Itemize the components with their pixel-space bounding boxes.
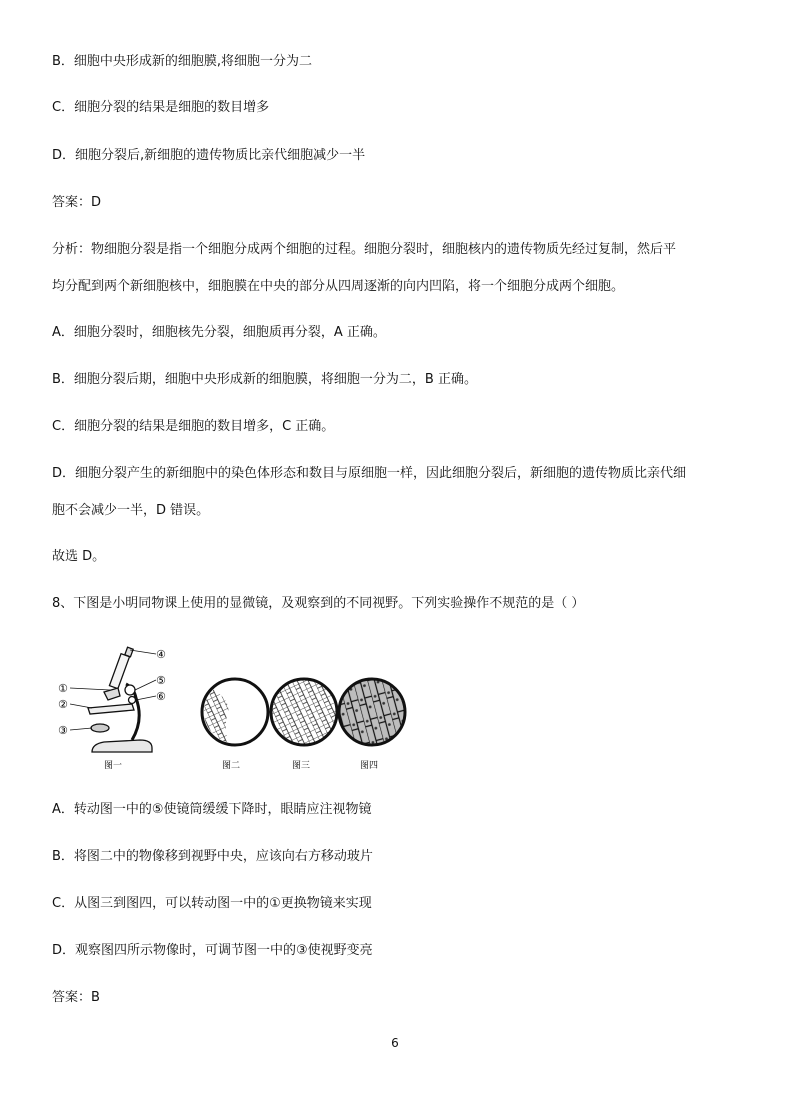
explain-c: C．细胞分裂的结果是细胞的数目增多，C 正确。 xyxy=(52,419,335,434)
prev-option-c: C．细胞分裂的结果是细胞的数目增多 xyxy=(52,100,270,115)
caption-fig4: 图四 xyxy=(360,761,379,771)
caption-fig2: 图二 xyxy=(222,761,241,771)
caption-fig1: 图一 xyxy=(104,761,123,771)
field-of-view-4 xyxy=(338,678,408,748)
q8-option-b: B．将图二中的物像移到视野中央，应该向右方移动玻片 xyxy=(52,849,373,864)
microscope-drawing xyxy=(70,647,156,752)
caption-fig3: 图三 xyxy=(292,761,311,771)
label-4: ④ xyxy=(156,648,166,661)
q8-option-c: C．从图三到图四，可以转动图一中的①更换物镜来实现 xyxy=(52,896,372,911)
prev-option-b: B．细胞中央形成新的细胞膜,将细胞一分为二 xyxy=(52,54,313,69)
analysis-line-1: 分析：物细胞分裂是指一个细胞分成两个细胞的过程。细胞分裂时，细胞核内的遗传物质先经过复制，然后平 xyxy=(52,242,677,257)
page-number: 6 xyxy=(391,1036,399,1050)
label-6: ⑥ xyxy=(156,690,166,703)
q8-answer: 答案：B xyxy=(52,990,100,1005)
field-of-view-2 xyxy=(202,679,268,750)
field-of-view-3 xyxy=(270,678,340,748)
label-5: ⑤ xyxy=(156,674,166,687)
prev-answer: 答案：D xyxy=(52,195,102,210)
q8-option-a: A．转动图一中的⑤使镜筒缓缓下降时，眼睛应注视物镜 xyxy=(52,802,372,817)
explain-a: A．细胞分裂时，细胞核先分裂，细胞质再分裂，A 正确。 xyxy=(52,325,386,340)
label-1: ① xyxy=(58,682,68,695)
explain-b: B．细胞分裂后期，细胞中央形成新的细胞膜，将细胞一分为二，B 正确。 xyxy=(52,372,477,387)
microscope-figure xyxy=(52,640,422,775)
question-8-stem: 8、下图是小明同物课上使用的显微镜，及观察到的不同视野。下列实验操作不规范的是（ ） xyxy=(52,596,585,611)
explain-d-line-2: 胞不会减少一半，D 错误。 xyxy=(52,503,210,518)
label-2: ② xyxy=(58,698,68,711)
label-3: ③ xyxy=(58,724,68,737)
analysis-line-2: 均分配到两个新细胞核中，细胞膜在中央的部分从四周逐渐的向内凹陷，将一个细胞分成两个细胞。 xyxy=(52,279,625,294)
prev-option-d: D．细胞分裂后,新细胞的遗传物质比亲代细胞减少一半 xyxy=(52,148,366,163)
explain-d-line-1: D．细胞分裂产生的新细胞中的染色体形态和数目与原细胞一样，因此细胞分裂后，新细胞的遗传物质比亲代细 xyxy=(52,466,687,481)
conclusion: 故选 D。 xyxy=(52,549,106,564)
q8-option-d: D．观察图四所示物像时，可调节图一中的③使视野变亮 xyxy=(52,943,373,958)
